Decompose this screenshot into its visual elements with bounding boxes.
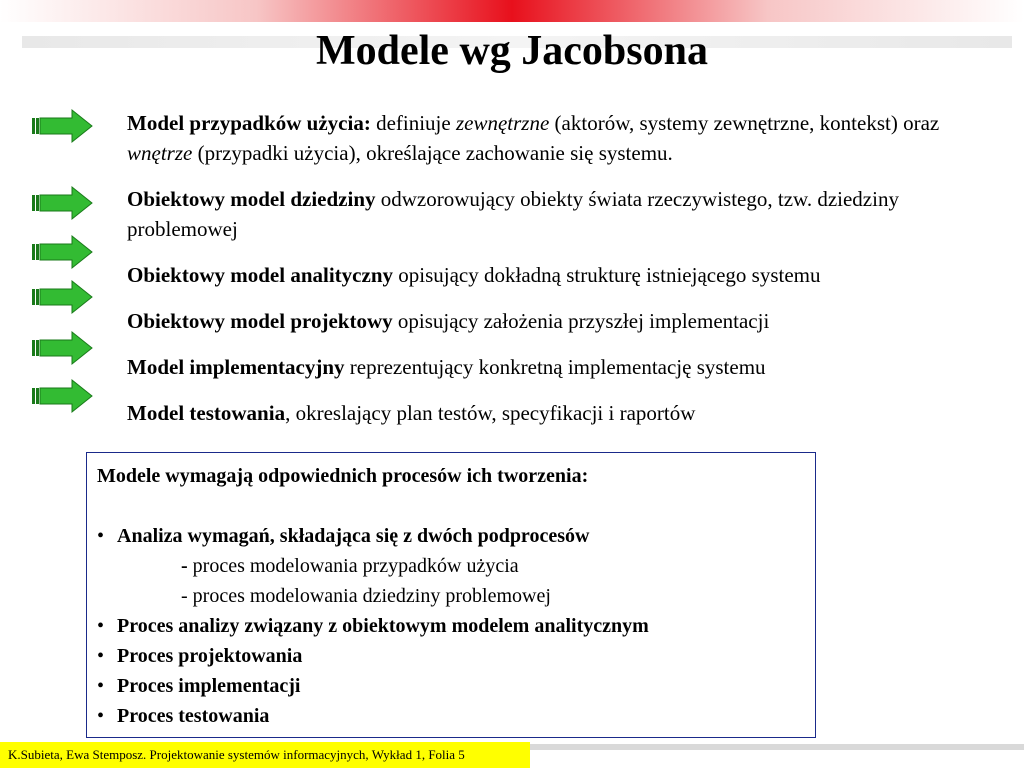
item-bold-label: Obiektowy model dziedziny: [127, 187, 376, 211]
process-bullet: • Analiza wymagań, składająca się z dwóch podprocesów: [97, 525, 590, 547]
box-heading: Modele wymagają odpowiednich procesów ich tworzenia:: [97, 465, 589, 487]
arrow-right-icon: [32, 378, 94, 414]
top-decorative-band: [0, 0, 1024, 22]
arrow-right-icon: [32, 234, 94, 270]
list-item: Obiektowy model dziedziny odwzorowujący obiekty świata rzeczywistego, tzw. dziedziny problemowej: [127, 187, 899, 241]
process-box: [86, 452, 816, 738]
footer-caption: K.Subieta, Ewa Stemposz. Projektowanie systemów informacyjnych, Wykład 1, Folia 5: [0, 742, 530, 768]
list-item: Obiektowy model projektowy opisujący założenia przyszłej implementacji: [127, 309, 770, 333]
model-list: [127, 108, 997, 444]
item-bold-label: Model testowania: [127, 401, 286, 425]
item-bold-label: Model przypadków użycia:: [127, 111, 371, 135]
item-bold-label: Model implementacyjny: [127, 355, 345, 379]
list-item: Model przypadków użycia: definiuje zewnętrzne (aktorów, systemy zewnętrzne, kontekst) oraz wnętrze (przypadki użycia), określające zachowanie się systemu.: [127, 111, 940, 165]
process-bullet: • Proces implementacji: [97, 675, 301, 697]
slide-title: Modele wg Jacobsona: [316, 28, 708, 74]
item-bold-label: Obiektowy model analityczny: [127, 263, 393, 287]
process-bullet: • Proces analizy związany z obiektowym modelem analitycznym: [97, 615, 649, 637]
item-bold-label: Obiektowy model projektowy: [127, 309, 393, 333]
arrow-right-icon: [32, 185, 94, 221]
arrow-right-icon: [32, 108, 94, 144]
subprocess-item: - proces modelowania dziedziny problemowej: [181, 585, 551, 607]
list-item: Model implementacyjny reprezentujący konkretną implementację systemu: [127, 355, 766, 379]
process-bullet: • Proces testowania: [97, 705, 270, 727]
subprocess-item: - proces modelowania przypadków użycia: [181, 555, 519, 577]
arrow-right-icon: [32, 330, 94, 366]
list-item: Model testowania, okreslający plan testów, specyfikacji i raportów: [127, 401, 696, 425]
process-bullet: • Proces projektowania: [97, 645, 303, 667]
list-item: Obiektowy model analityczny opisujący dokładną strukturę istniejącego systemu: [127, 263, 821, 287]
arrow-right-icon: [32, 279, 94, 315]
